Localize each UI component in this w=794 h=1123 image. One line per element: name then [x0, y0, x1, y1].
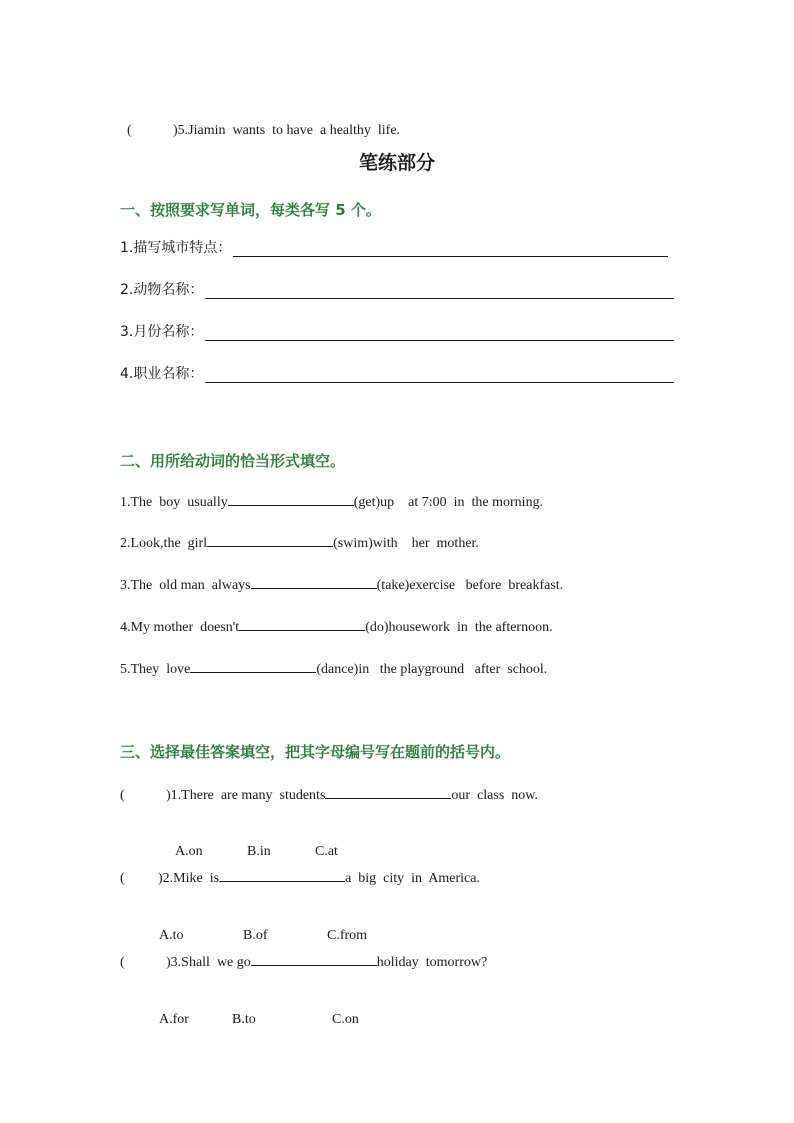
- option-c[interactable]: C.on: [332, 1012, 359, 1027]
- item-text-after: (get)up at 7:00 in the morning.: [353, 495, 544, 510]
- answer-line[interactable]: [205, 282, 674, 299]
- part1-row-2: [120, 281, 674, 299]
- question-text-after: our class now.: [451, 788, 538, 803]
- item-text-after: (dance)in the playground after school.: [316, 662, 548, 677]
- question-text-before: 1.There are many students: [170, 788, 326, 803]
- row-label: 3.月份名称：: [120, 324, 204, 340]
- part3-options-1: [168, 825, 338, 861]
- part2-item-4: [120, 616, 553, 637]
- part3-question-3: ( )3.Shall we go holiday tomorrow?: [120, 951, 487, 972]
- part2-heading: 二、用所给动词的恰当形式填空。: [120, 452, 346, 470]
- paren-open: (: [127, 123, 132, 138]
- part2-item-2: [120, 532, 479, 553]
- section-title: 笔练部分: [358, 152, 435, 174]
- question-text-before: 3.Shall we go: [170, 955, 251, 970]
- answer-blank: [325, 784, 451, 799]
- item-text-before: 1.The boy usually: [120, 495, 228, 510]
- row-label: 4.职业名称：: [120, 366, 204, 382]
- answer-line[interactable]: [205, 366, 674, 383]
- part1-heading: 一、按照要求写单词，每类各写 5 个。: [120, 201, 381, 219]
- item-text-after: (swim)with her mother.: [333, 536, 479, 551]
- part2-item-5: [120, 658, 547, 679]
- top-listening-item: [120, 104, 400, 140]
- option-a[interactable]: A.for: [159, 1012, 189, 1027]
- option-a[interactable]: A.to: [159, 928, 184, 943]
- paren-close: ): [173, 123, 178, 138]
- answer-line[interactable]: [233, 240, 668, 257]
- option-b[interactable]: B.in: [247, 844, 271, 859]
- option-b[interactable]: B.of: [243, 928, 268, 943]
- part1-row-3: [120, 323, 674, 341]
- item-text-before: 2.Look,the girl: [120, 536, 208, 551]
- answer-paren[interactable]: (: [120, 955, 125, 970]
- answer-paren[interactable]: (: [120, 788, 125, 803]
- part3-heading: 三、选择最佳答案填空，把其字母编号写在题前的括号内。: [120, 743, 511, 761]
- option-b[interactable]: B.to: [232, 1012, 256, 1027]
- answer-blank[interactable]: [190, 658, 316, 673]
- answer-blank[interactable]: [251, 574, 377, 589]
- item-text-after: (take)exercise before breakfast.: [376, 578, 564, 593]
- part3-options-3: [152, 993, 359, 1029]
- part2-item-1: [120, 491, 543, 512]
- answer-blank[interactable]: [207, 532, 333, 547]
- question-text-before: 2.Mike is: [162, 871, 220, 886]
- question-text-after: a big city in America.: [345, 871, 480, 886]
- answer-blank: [219, 867, 345, 882]
- option-c[interactable]: C.from: [327, 928, 368, 943]
- answer-blank[interactable]: [228, 491, 354, 506]
- row-label: 1.描写城市特点：: [120, 240, 232, 256]
- item-text-before: 4.My mother doesn't: [120, 620, 240, 635]
- part3-question-2: ( )2.Mike is a big city in America.: [120, 867, 480, 888]
- part2-item-3: [120, 574, 563, 595]
- answer-line[interactable]: [205, 324, 674, 341]
- item-text-before: 3.The old man always: [120, 578, 251, 593]
- answer-paren[interactable]: [127, 122, 173, 140]
- option-c[interactable]: C.at: [315, 844, 338, 859]
- part1-row-4: [120, 365, 674, 383]
- question-text-after: holiday tomorrow?: [376, 955, 488, 970]
- answer-blank: [251, 951, 377, 966]
- item-text-before: 5.They love: [120, 662, 191, 677]
- row-label: 2.动物名称：: [120, 282, 204, 298]
- item-text: 5.Jiamin wants to have a healthy life.: [177, 123, 401, 138]
- option-a[interactable]: A.on: [175, 844, 203, 859]
- answer-blank[interactable]: [239, 616, 365, 631]
- answer-paren[interactable]: (: [120, 871, 125, 886]
- part1-row-1: [120, 239, 668, 257]
- part3-question-1: ( )1.There are many students our class now.: [120, 784, 538, 805]
- item-text-after: (do)housework in the afternoon.: [365, 620, 553, 635]
- part3-options-2: [152, 909, 367, 945]
